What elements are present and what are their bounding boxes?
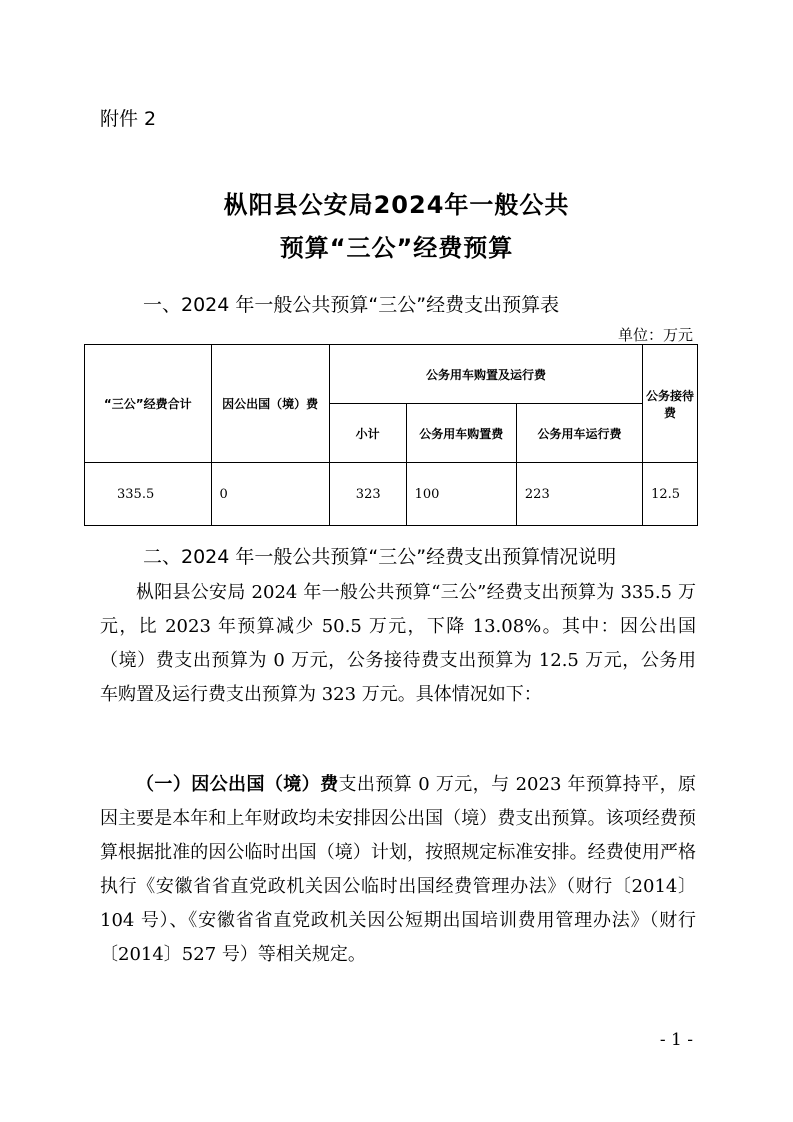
section2-heading: 二、2024 年一般公共预算“三公”经费支出预算情况说明 — [143, 546, 617, 568]
cell-total: 335.5 — [85, 463, 212, 526]
cell-vehicle-purchase: 100 — [406, 463, 516, 526]
paragraph-2 — [100, 768, 696, 972]
cell-subtotal: 323 — [329, 463, 406, 526]
unit-label: 单位：万元 — [617, 326, 693, 344]
paragraph-1: 枞阳县公安局 2024 年一般公共预算“三公”经费支出预算为 335.5 万元，比 2023 年预算减少 50.5 万元，下降 13.08%。其中：因公出国（境）费支出预算为 0 万元，公务接待费支出预算为 12.5 万元，公务用车购置及运行费支出预算为 323 万元。具体情况如下： — [100, 582, 696, 705]
document-title-line1: 枞阳县公安局2024年一般公共 — [223, 191, 570, 219]
header-vehicle-purchase: 公务用车购置费 — [406, 404, 516, 463]
header-vehicle-group: 公务用车购置及运行费 — [329, 345, 642, 404]
cell-vehicle-operation: 223 — [516, 463, 642, 526]
header-abroad: 因公出国（境）费 — [211, 345, 329, 463]
section1-heading: 一、2024 年一般公共预算“三公”经费支出预算表 — [143, 294, 560, 316]
document-title-line2: 预算“三公”经费预算 — [279, 234, 514, 262]
cell-abroad: 0 — [211, 463, 329, 526]
paragraph-2-body: 支出预算 0 万元，与 2023 年预算持平，原因主要是本年和上年财政均未安排因公出国（境）费支出预算。该项经费预算根据批准的因公临时出国（境）计划，按照规定标准安排。经费使用严格执行《安徽省省直党政机关因公临时出国经费管理办法》（财行〔2014〕104 号）、《安徽省省直党政机关因公短期出国培训费用管理办法》（财行〔2014〕527 号）等相关规定。 — [100, 774, 696, 965]
cell-reception: 12.5 — [643, 463, 698, 526]
paragraph-2-lead: （一）因公出国（境）费 — [136, 774, 339, 795]
table-row — [85, 463, 698, 526]
attachment-label: 附件 2 — [100, 108, 157, 130]
header-reception: 公务接待费 — [643, 345, 698, 463]
page-number: - 1 - — [659, 1030, 693, 1050]
header-total: “三公”经费合计 — [85, 345, 212, 463]
header-subtotal: 小计 — [329, 404, 406, 463]
budget-table — [84, 344, 698, 526]
header-vehicle-operation: 公务用车运行费 — [516, 404, 642, 463]
